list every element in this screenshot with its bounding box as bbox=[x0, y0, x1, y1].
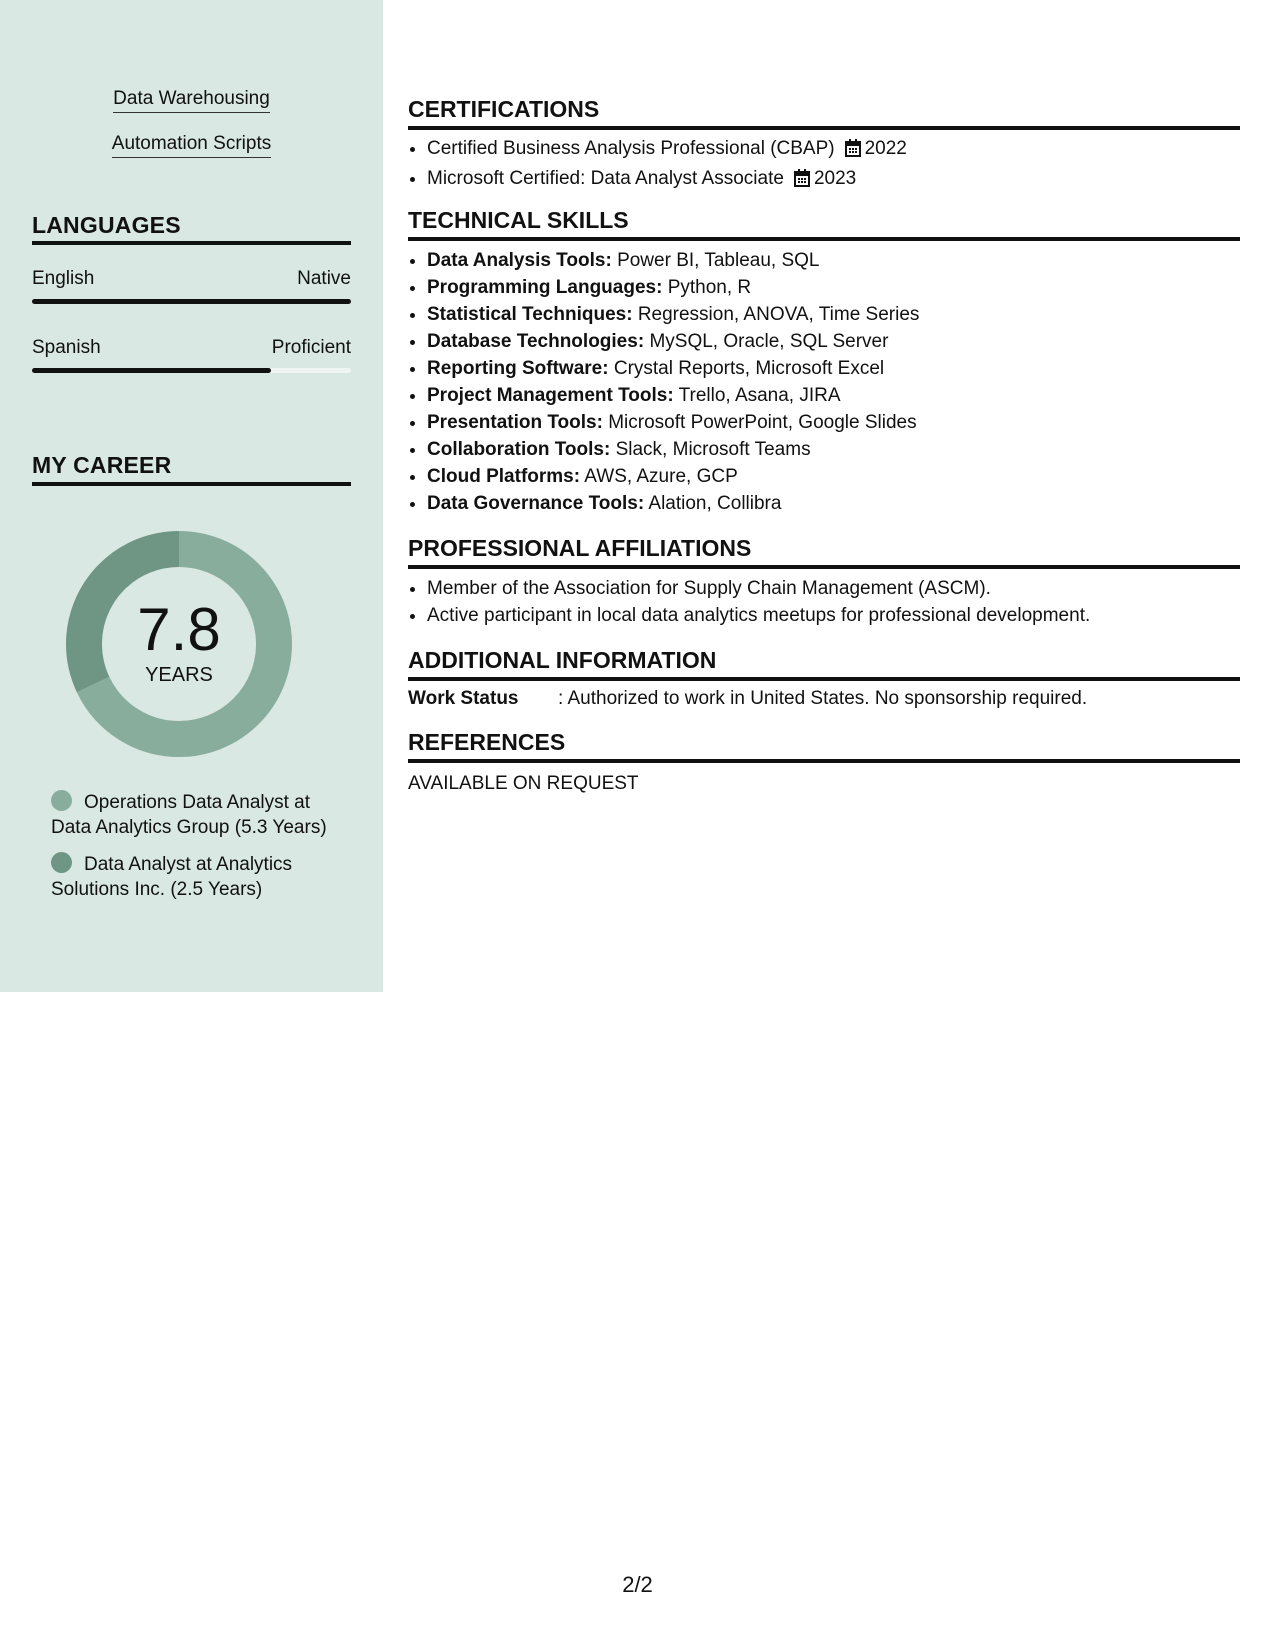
affiliations-list bbox=[408, 575, 1259, 629]
calendar-icon bbox=[794, 168, 810, 195]
languages-rule bbox=[32, 241, 351, 245]
language-bar-fill bbox=[32, 299, 351, 304]
certifications-rule bbox=[408, 126, 1240, 130]
technical-skills-list bbox=[408, 247, 1259, 517]
language-name: English bbox=[32, 268, 95, 289]
certifications-list bbox=[408, 135, 1259, 195]
additional-info-heading: ADDITIONAL INFORMATION bbox=[408, 647, 717, 673]
skill-row: • Data Analysis Tools: Power BI, Tableau, SQL bbox=[427, 247, 1259, 274]
certification-item: • Microsoft Certified: Data Analyst Associate 2023 bbox=[427, 165, 1259, 195]
language-row-english bbox=[32, 268, 351, 290]
language-name: Spanish bbox=[32, 337, 101, 358]
career-legend-item: Data Analyst at Analytics Solutions Inc. (2.5 Years) bbox=[51, 854, 293, 900]
language-bar-fill bbox=[32, 368, 271, 373]
work-status-value: : Authorized to work in United States. No sponsorship required. bbox=[558, 688, 1088, 709]
affiliations-heading: PROFESSIONAL AFFILIATIONS bbox=[408, 535, 752, 561]
technical-skills-heading: TECHNICAL SKILLS bbox=[408, 207, 629, 233]
career-heading: MY CAREER bbox=[32, 452, 172, 478]
affiliations-rule bbox=[408, 565, 1240, 569]
technical-skills-rule bbox=[408, 237, 1240, 241]
legend-dot-icon bbox=[51, 790, 72, 811]
career-total-unit: YEARS bbox=[145, 664, 213, 686]
skill-row: • Project Management Tools: Trello, Asana, JIRA bbox=[427, 382, 1259, 409]
skill-row: • Database Technologies: MySQL, Oracle, SQL Server bbox=[427, 328, 1259, 355]
career-legend-item: Operations Data Analyst at Data Analytics Group (5.3 Years) bbox=[51, 792, 327, 838]
skill-row: • Programming Languages: Python, R bbox=[427, 274, 1259, 301]
additional-info-rule bbox=[408, 677, 1240, 681]
work-status-row bbox=[408, 688, 1087, 710]
skill-row: • Statistical Techniques: Regression, ANOVA, Time Series bbox=[427, 301, 1259, 328]
affiliation-item: • Active participant in local data analytics meetups for professional development. bbox=[427, 602, 1259, 629]
calendar-icon bbox=[845, 138, 861, 165]
skill-row: • Collaboration Tools: Slack, Microsoft Teams bbox=[427, 436, 1259, 463]
language-bar-spanish bbox=[32, 368, 351, 373]
language-level: Native bbox=[297, 268, 351, 289]
references-rule bbox=[408, 759, 1240, 763]
affiliation-item: • Member of the Association for Supply Chain Management (ASCM). bbox=[427, 575, 1259, 602]
language-level: Proficient bbox=[271, 337, 351, 358]
languages-heading: LANGUAGES bbox=[32, 212, 181, 238]
language-bar-english bbox=[32, 299, 351, 304]
skill-row: • Data Governance Tools: Alation, Collibra bbox=[427, 490, 1259, 517]
references-heading: REFERENCES bbox=[408, 729, 566, 755]
references-text: AVAILABLE ON REQUEST bbox=[408, 773, 639, 794]
skill-row: • Cloud Platforms: AWS, Azure, GCP bbox=[427, 463, 1259, 490]
skill-item: Automation Scripts bbox=[0, 133, 383, 155]
skill-row: • Reporting Software: Crystal Reports, Microsoft Excel bbox=[427, 355, 1259, 382]
career-rule bbox=[32, 482, 351, 486]
legend-dot-icon bbox=[51, 852, 72, 873]
language-row-spanish bbox=[32, 337, 351, 359]
certifications-heading: CERTIFICATIONS bbox=[408, 96, 600, 122]
page-number: 2/2 bbox=[622, 1572, 653, 1597]
career-total-value: 7.8 bbox=[137, 596, 221, 663]
work-status-label: Work Status bbox=[408, 688, 519, 709]
skill-item: Data Warehousing bbox=[0, 88, 383, 110]
skill-row: • Presentation Tools: Microsoft PowerPoint, Google Slides bbox=[427, 409, 1259, 436]
certification-item: • Certified Business Analysis Professional (CBAP) 2022 bbox=[427, 135, 1259, 165]
